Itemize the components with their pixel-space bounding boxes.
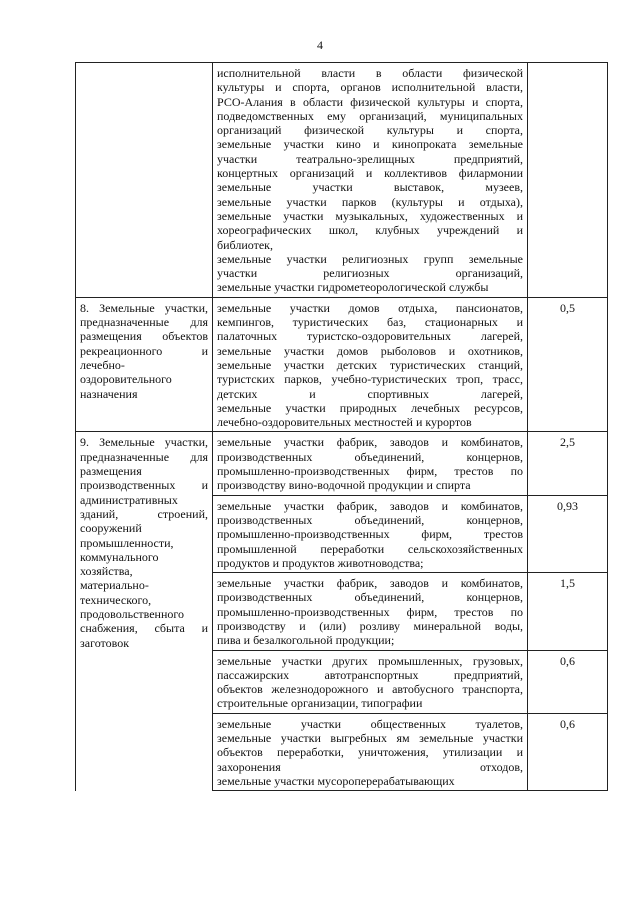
text-line: сооружений: [80, 521, 142, 536]
text-line: производственных объединений, концернов,: [217, 590, 523, 605]
text-line: земельные участки фабрик, заводов и комбинатов,: [217, 435, 523, 450]
text-line: объектов переработки, уничтожения, утилизации и: [217, 745, 523, 760]
text-line: туристских парков, учебно-туристических троп, трасс,: [217, 372, 523, 387]
text-line: земельные участки домов рыболовов и охотников,: [217, 343, 523, 358]
coefficient-cell: 0,6: [528, 650, 608, 713]
text-line: исполнительной власти в области физической: [217, 66, 523, 80]
text-line: земельные участки фабрик, заводов и комбинатов,: [217, 498, 523, 513]
text-line: промышленности,: [80, 535, 174, 550]
text-line: земельные участки кино и кинопроката земельные: [217, 137, 523, 152]
text-line: промышленно-производственных фирм, трестов: [217, 527, 523, 542]
text-line: земельные участки детских туристических станций,: [217, 357, 523, 372]
category-cell: [76, 297, 213, 432]
description-cell: [213, 495, 528, 572]
coefficient-cell: [528, 63, 608, 298]
text-line: организаций физической культуры и спорта,: [217, 123, 523, 138]
text-line: РСО-Алания в области физической культуры и спорта,: [217, 94, 523, 109]
description-cell: [213, 432, 528, 495]
text-line: пассажирских автотранспортных предприятий,: [217, 667, 523, 682]
text-line: заготовок: [80, 635, 130, 650]
description-cell: [213, 713, 528, 790]
coefficient-cell: 0,93: [528, 495, 608, 572]
text-line: земельные участки музыкальных, художественных и: [217, 208, 523, 223]
text-line: хореографических школ, клубных учреждений и: [217, 223, 523, 238]
coefficient-cell: 2,5: [528, 432, 608, 495]
text-line: земельные участки выставок, музеев,: [217, 180, 523, 195]
text-line: производству и (или) розливу минеральной воды,: [217, 618, 523, 633]
text-line: снабжения, сбыта и: [80, 621, 208, 636]
text-line: продуктов и продуктов животноводства;: [217, 555, 424, 570]
text-line: подведомственных ему организаций, муниципальных: [217, 108, 523, 123]
text-line: материально-: [80, 578, 149, 593]
coefficient-cell: 0,6: [528, 713, 608, 790]
text-line: рекреационного и: [80, 343, 208, 358]
text-line: детских и спортивных лагерей,: [217, 386, 523, 401]
text-line: промышленной переработки сельскохозяйственных: [217, 541, 523, 556]
text-line: производству вино-водочной продукции и спирта: [217, 478, 471, 493]
text-line: размещения: [80, 464, 142, 479]
text-line: производственных и: [80, 478, 208, 493]
text-line: промышленно-производственных фирм, трестов по: [217, 604, 523, 619]
text-line: производственных объединений, концернов,: [217, 512, 523, 527]
text-line: земельные участки религиозных групп земельные: [217, 251, 523, 266]
table-body: [76, 63, 608, 791]
text-line: захоронения отходов,: [217, 759, 523, 774]
text-line: участки религиозных организаций,: [217, 266, 523, 281]
text-line: земельные участки гидрометеорологической службы: [217, 280, 489, 295]
land-coefficient-table: [75, 62, 608, 791]
text-line: земельные участки выгребных ям земельные участки: [217, 731, 523, 746]
text-line: земельные участки домов отдыха, пансионатов,: [217, 300, 523, 315]
category-cell: [76, 63, 213, 298]
text-line: библиотек,: [217, 237, 273, 252]
text-line: производственных объединений, концернов,: [217, 449, 523, 464]
text-line: 9. Земельные участки,: [80, 435, 208, 450]
text-line: культуры и спорта, органов исполнительной власти,: [217, 80, 523, 95]
text-line: земельные участки природных лечебных ресурсов,: [217, 400, 523, 415]
text-line: коммунального: [80, 549, 159, 564]
text-line: предназначенные для: [80, 449, 208, 464]
text-line: хозяйства,: [80, 564, 133, 579]
table-row: [76, 63, 608, 298]
description-cell: [213, 573, 528, 650]
text-line: палаточных туристско-оздоровительных лагерей,: [217, 329, 523, 344]
text-line: строительные организации, типографии: [217, 696, 423, 711]
text-line: лечебно-: [80, 357, 125, 372]
text-line: земельные участки других промышленных, грузовых,: [217, 653, 523, 668]
text-line: 8. Земельные участки,: [80, 300, 208, 315]
description-cell: [213, 63, 528, 298]
text-line: зданий, строений,: [80, 506, 208, 521]
text-line: оздоровительного: [80, 372, 172, 387]
text-line: пива и безалкогольной продукции;: [217, 633, 395, 648]
coefficient-cell: 1,5: [528, 573, 608, 650]
text-line: промышленно-производственных фирм, трестов по: [217, 464, 523, 479]
description-cell: [213, 297, 528, 432]
text-line: объектов железнодорожного и автобусного транспорта,: [217, 682, 523, 697]
text-line: земельные участки парков (культуры и отдыха),: [217, 194, 523, 209]
table-row: [76, 297, 608, 432]
text-line: размещения объектов: [80, 329, 208, 344]
description-cell: [213, 650, 528, 713]
text-line: участки театрально-зрелищных предприятий,: [217, 151, 523, 166]
text-line: административных: [80, 492, 178, 507]
text-line: назначения: [80, 386, 138, 401]
table-row: [76, 432, 608, 495]
text-line: предназначенные для: [80, 315, 208, 330]
text-line: лечебно-оздоровительных местностей и курортов: [217, 415, 472, 430]
page-number: 4: [317, 38, 323, 52]
text-line: земельные участки общественных туалетов,: [217, 716, 523, 731]
text-line: кемпингов, туристических баз, стационарных и: [217, 315, 523, 330]
category-cell: [76, 432, 213, 791]
text-line: концертных организаций и коллективов филармонии: [217, 166, 523, 181]
text-line: земельные участки мусороперерабатывающих: [217, 773, 455, 788]
text-line: продовольственного: [80, 606, 185, 621]
coefficient-cell: 0,5: [528, 297, 608, 432]
text-line: технического,: [80, 592, 152, 607]
text-line: земельные участки фабрик, заводов и комбинатов,: [217, 576, 523, 591]
